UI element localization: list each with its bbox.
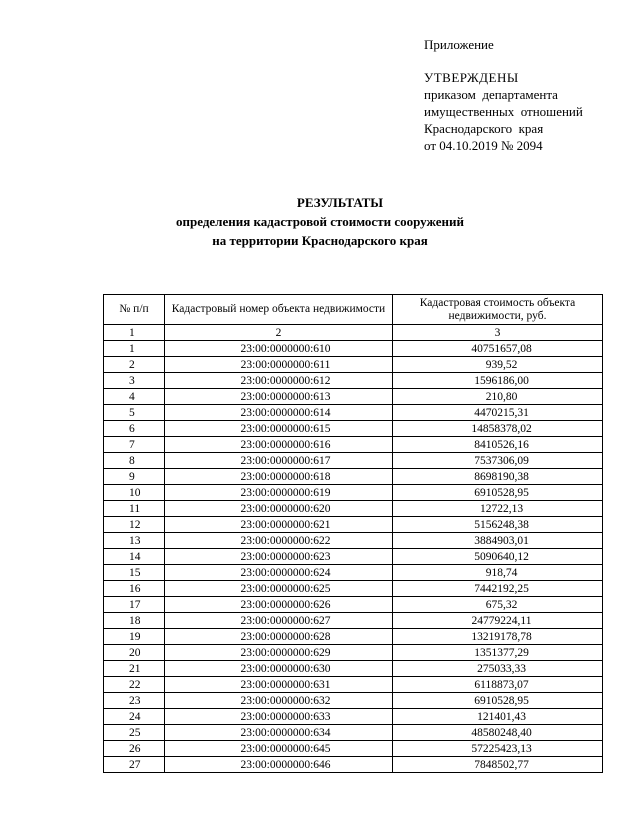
cadastral-number: 23:00:0000000:624	[165, 565, 393, 581]
cadastral-number: 23:00:0000000:618	[165, 469, 393, 485]
approval-order-line: приказом департамента	[424, 87, 558, 102]
cadastral-number: 23:00:0000000:630	[165, 661, 393, 677]
cadastral-number: 23:00:0000000:646	[165, 757, 393, 773]
cadastral-value: 1351377,29	[393, 645, 603, 661]
cadastral-value: 121401,43	[393, 709, 603, 725]
approved-label: УТВЕРЖДЕНЫ	[424, 70, 519, 85]
row-index: 22	[104, 677, 165, 693]
row-index: 12	[104, 517, 165, 533]
header-index: № п/п	[104, 295, 165, 325]
row-index: 8	[104, 453, 165, 469]
header-cadastral-value: Кадастровая стоимость объекта недвижимости, руб.	[393, 295, 603, 325]
approval-department-line: имущественных отношений	[424, 104, 583, 119]
table-row	[104, 501, 603, 517]
cadastral-number: 23:00:0000000:616	[165, 437, 393, 453]
row-index: 3	[104, 373, 165, 389]
table-row	[104, 677, 603, 693]
table-row	[104, 757, 603, 773]
cadastral-value: 1596186,00	[393, 373, 603, 389]
table-row	[104, 437, 603, 453]
row-index: 17	[104, 597, 165, 613]
row-index: 27	[104, 757, 165, 773]
cadastral-value: 7537306,09	[393, 453, 603, 469]
table-row	[104, 485, 603, 501]
cadastral-value: 275033,33	[393, 661, 603, 677]
table-row	[104, 405, 603, 421]
row-index: 14	[104, 549, 165, 565]
table-row	[104, 533, 603, 549]
table-row	[104, 693, 603, 709]
cadastral-number: 23:00:0000000:633	[165, 709, 393, 725]
cadastral-number: 23:00:0000000:614	[165, 405, 393, 421]
cadastral-value: 12722,13	[393, 501, 603, 517]
cadastral-value: 24779224,11	[393, 613, 603, 629]
table-row	[104, 661, 603, 677]
table-row	[104, 581, 603, 597]
header-cadastral-number: Кадастровый номер объекта недвижимости	[165, 295, 393, 325]
cadastral-number: 23:00:0000000:615	[165, 421, 393, 437]
cadastral-value: 918,74	[393, 565, 603, 581]
row-index: 16	[104, 581, 165, 597]
table-row	[104, 709, 603, 725]
table-row	[104, 469, 603, 485]
table-column-number-row	[104, 325, 603, 341]
table-body	[104, 341, 603, 773]
cadastral-number: 23:00:0000000:621	[165, 517, 393, 533]
cadastral-value: 6910528,95	[393, 485, 603, 501]
row-index: 23	[104, 693, 165, 709]
table-row	[104, 517, 603, 533]
cadastral-number: 23:00:0000000:627	[165, 613, 393, 629]
document-title: РЕЗУЛЬТАТЫ	[296, 195, 384, 210]
cadastral-value: 5156248,38	[393, 517, 603, 533]
row-index: 1	[104, 341, 165, 357]
table-row	[104, 565, 603, 581]
cadastral-number: 23:00:0000000:620	[165, 501, 393, 517]
document-subtitle-line2: на территории Краснодарского края	[212, 233, 428, 248]
cadastral-value: 3884903,01	[393, 533, 603, 549]
table-header-row	[104, 295, 603, 325]
table-row	[104, 725, 603, 741]
table-row	[104, 357, 603, 373]
approval-date-line: от 04.10.2019 № 2094	[424, 138, 543, 153]
row-index: 2	[104, 357, 165, 373]
cadastral-value: 57225423,13	[393, 741, 603, 757]
row-index: 10	[104, 485, 165, 501]
cadastral-value-table	[103, 294, 603, 773]
row-index: 19	[104, 629, 165, 645]
column-number-2: 2	[165, 325, 393, 341]
cadastral-value: 7442192,25	[393, 581, 603, 597]
row-index: 13	[104, 533, 165, 549]
cadastral-value: 48580248,40	[393, 725, 603, 741]
cadastral-value: 8698190,38	[393, 469, 603, 485]
row-index: 7	[104, 437, 165, 453]
cadastral-number: 23:00:0000000:625	[165, 581, 393, 597]
cadastral-value: 675,32	[393, 597, 603, 613]
cadastral-value: 40751657,08	[393, 341, 603, 357]
row-index: 25	[104, 725, 165, 741]
cadastral-number: 23:00:0000000:645	[165, 741, 393, 757]
column-number-1: 1	[104, 325, 165, 341]
row-index: 21	[104, 661, 165, 677]
row-index: 24	[104, 709, 165, 725]
table-row	[104, 373, 603, 389]
table-row	[104, 421, 603, 437]
table-row	[104, 453, 603, 469]
cadastral-number: 23:00:0000000:619	[165, 485, 393, 501]
cadastral-number: 23:00:0000000:611	[165, 357, 393, 373]
cadastral-number: 23:00:0000000:623	[165, 549, 393, 565]
cadastral-number: 23:00:0000000:610	[165, 341, 393, 357]
row-index: 20	[104, 645, 165, 661]
table-row	[104, 741, 603, 757]
table-row	[104, 341, 603, 357]
appendix-label: Приложение	[424, 37, 494, 52]
row-index: 9	[104, 469, 165, 485]
cadastral-number: 23:00:0000000:628	[165, 629, 393, 645]
column-number-3: 3	[393, 325, 603, 341]
table-row	[104, 645, 603, 661]
cadastral-value: 14858378,02	[393, 421, 603, 437]
document-heading	[0, 193, 640, 250]
cadastral-number: 23:00:0000000:629	[165, 645, 393, 661]
table-row	[104, 613, 603, 629]
cadastral-value: 7848502,77	[393, 757, 603, 773]
row-index: 18	[104, 613, 165, 629]
cadastral-number: 23:00:0000000:622	[165, 533, 393, 549]
approval-region-line: Краснодарского края	[424, 121, 544, 136]
cadastral-value: 210,80	[393, 389, 603, 405]
cadastral-number: 23:00:0000000:632	[165, 693, 393, 709]
cadastral-number: 23:00:0000000:612	[165, 373, 393, 389]
table-row	[104, 549, 603, 565]
table-row	[104, 597, 603, 613]
cadastral-value: 939,52	[393, 357, 603, 373]
cadastral-value: 5090640,12	[393, 549, 603, 565]
table-row	[104, 389, 603, 405]
cadastral-value: 8410526,16	[393, 437, 603, 453]
row-index: 11	[104, 501, 165, 517]
cadastral-number: 23:00:0000000:634	[165, 725, 393, 741]
cadastral-number: 23:00:0000000:613	[165, 389, 393, 405]
cadastral-value: 6118873,07	[393, 677, 603, 693]
table-row	[104, 629, 603, 645]
row-index: 26	[104, 741, 165, 757]
document-subtitle-line1: определения кадастровой стоимости сооружений	[176, 214, 464, 229]
cadastral-value: 6910528,95	[393, 693, 603, 709]
row-index: 15	[104, 565, 165, 581]
row-index: 5	[104, 405, 165, 421]
cadastral-value: 4470215,31	[393, 405, 603, 421]
row-index: 4	[104, 389, 165, 405]
cadastral-value: 13219178,78	[393, 629, 603, 645]
cadastral-number: 23:00:0000000:626	[165, 597, 393, 613]
row-index: 6	[104, 421, 165, 437]
cadastral-number: 23:00:0000000:631	[165, 677, 393, 693]
approval-block	[424, 36, 583, 154]
cadastral-number: 23:00:0000000:617	[165, 453, 393, 469]
